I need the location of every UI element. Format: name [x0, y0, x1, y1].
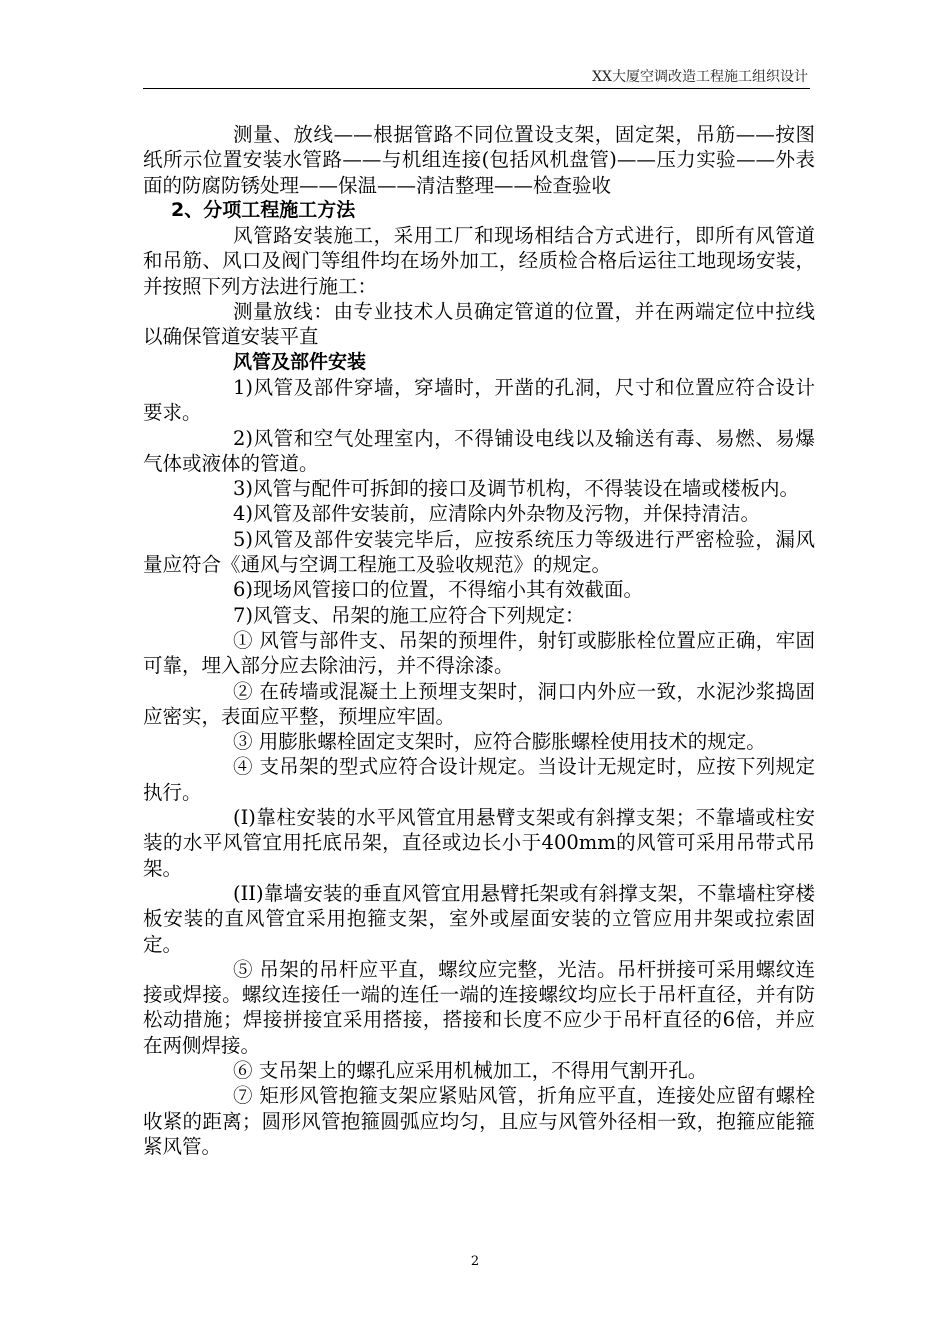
- sub-list-item: ① 风管与部件支、吊架的预埋件，射钉或膨胀栓位置应正确，牢固可靠，埋入部分应去除油污，并不得涂漆。: [143, 628, 815, 678]
- subsection-heading: 风管及部件安装: [233, 350, 367, 373]
- document-body: [143, 122, 815, 1159]
- list-item: 2)风管和空气处理室内，不得铺设电线以及输送有毒、易燃、易爆气体或液体的管道。: [143, 426, 815, 475]
- process-flow-paragraph: 测量、放线——根据管路不同位置设支架，固定架，吊筋——按图纸所示位置安装水管路——与机组连接(包括风机盘管)——压力实验——外表面的防腐防锈处理——保温——清洁整理——检查验收: [143, 123, 815, 197]
- sub-list-item: ⑦ 矩形风管抱箍支架应紧贴风管，折角应平直，连接处应留有螺栓收紧的距离；圆形风管抱箍圆弧应均匀，且应与风管外径相一致，抱箍应能箍紧风管。: [143, 1084, 815, 1158]
- roman-list-item: (I)靠柱安装的水平风管宜用悬臂支架或有斜撑支架；不靠墙或柱安装的水平风管宜用托底吊架，直径或边长小于400mm的风管可采用吊带式吊架。: [143, 806, 815, 880]
- survey-paragraph: 测量放线：由专业技术人员确定管道的位置，并在两端定位中拉线以确保管道安装平直: [143, 300, 815, 349]
- sub-list-item: ⑥ 支吊架上的螺孔应采用机械加工，不得用气割开孔。: [233, 1058, 708, 1082]
- list-item: 5)风管及部件安装完毕后，应按系统压力等级进行严密检验，漏风量应符合《通风与空调工程施工及验收规范》的规定。: [143, 527, 815, 577]
- list-item: 3)风管与配件可拆卸的接口及调节机构，不得装设在墙或楼板内。: [233, 477, 800, 501]
- list-item: 1)风管及部件穿墙，穿墙时，开凿的孔洞，尺寸和位置应符合设计要求。: [143, 375, 815, 425]
- page-header: [143, 64, 810, 89]
- header-title: XX大厦空调改造工程施工组织设计: [592, 69, 808, 85]
- list-item: 7)风管支、吊架的施工应符合下列规定：: [233, 603, 585, 627]
- sub-list-item: ④ 支吊架的型式应符合设计规定。当设计无规定时，应按下列规定执行。: [143, 755, 815, 804]
- sub-list-item: ③ 用膨胀螺栓固定支架时，应符合膨胀螺栓使用技术的规定。: [233, 730, 766, 754]
- duct-install-paragraph: 风管路安装施工，采用工厂和现场相结合方式进行，即所有风管道和吊筋、风口及阀门等组件均在场外加工，经质检合格后运往工地现场安装，并按照下列方法进行施工：: [143, 224, 815, 298]
- list-item: 6)现场风管接口的位置，不得缩小其有效截面。: [233, 578, 644, 602]
- sub-list-item: ② 在砖墙或混凝土上预埋支架时，洞口内外应一致，水泥沙浆捣固应密实，表面应平整，预埋应牢固。: [143, 679, 815, 728]
- sub-list-item: ⑤ 吊架的吊杆应平直，螺纹应完整，光洁。吊杆拼接可采用螺纹连接或焊接。螺纹连接任一端的连任一端的连接螺纹均应长于吊杆直径，并有防松动措施；焊接拼接宜采用搭接，搭接和长度不应少于吊杆直径的6倍，并应在两侧焊接。: [143, 957, 815, 1057]
- section-heading: 2、分项工程施工方法: [171, 198, 356, 221]
- roman-list-item: (II)靠墙安装的垂直风管宜用悬臂托架或有斜撑支架，不靠墙柱穿楼板安装的直风管宜采用抱箍支架，室外或屋面安装的立管应用井架或拉索固定。: [143, 881, 815, 956]
- list-item: 4)风管及部件安装前，应清除内外杂物及污物，并保持清洁。: [233, 502, 761, 526]
- page-number: 2: [470, 1254, 480, 1269]
